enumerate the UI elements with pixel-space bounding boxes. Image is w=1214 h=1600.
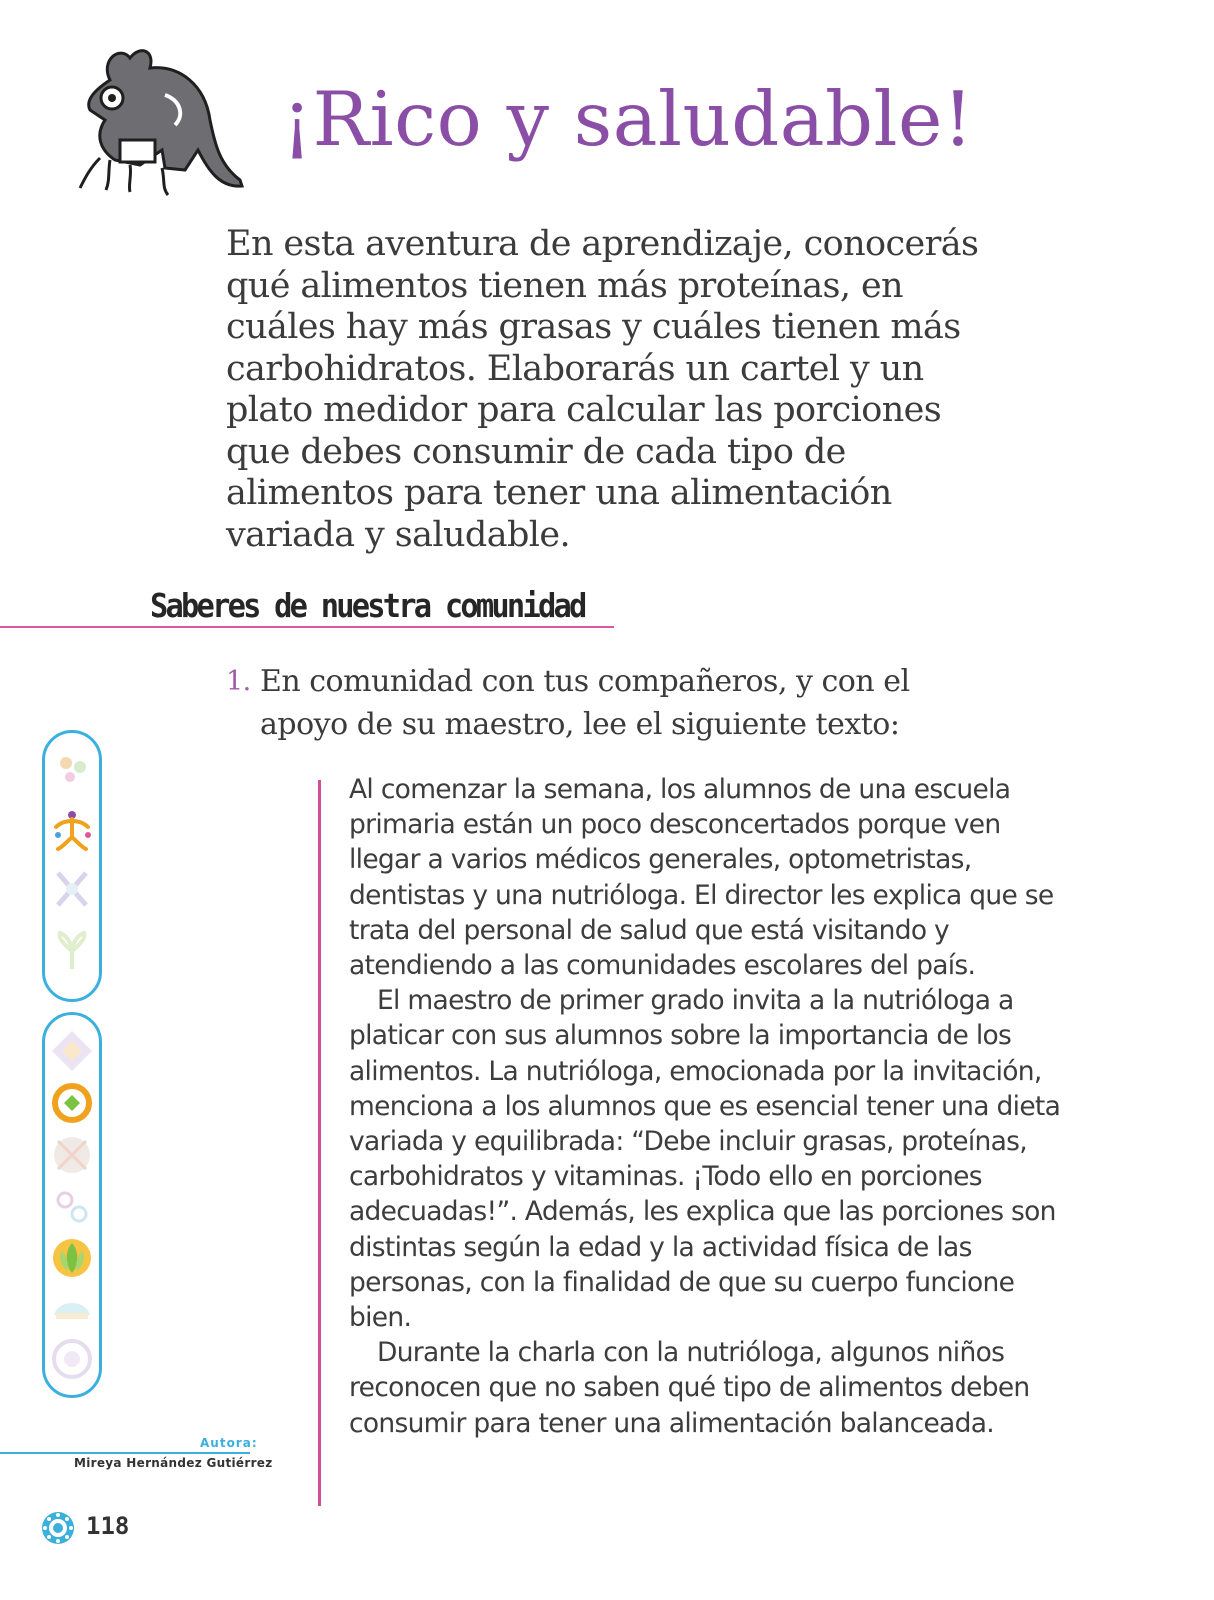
leaf-swirl-icon bbox=[52, 749, 92, 789]
reading-border bbox=[318, 780, 321, 1506]
page-title: ¡Rico y saludable! bbox=[282, 75, 974, 163]
dancing-figure-icon bbox=[48, 805, 96, 853]
page-number: 118 bbox=[86, 1512, 130, 1540]
diamond-pattern-icon bbox=[50, 1029, 94, 1073]
lotus-icon bbox=[49, 1235, 95, 1281]
spiral-ring-icon bbox=[50, 1081, 94, 1125]
reading-text bbox=[349, 772, 1069, 1441]
sun-gear-icon bbox=[40, 1510, 76, 1546]
chain-links-icon bbox=[50, 1185, 94, 1229]
mascot-animal-icon bbox=[70, 40, 250, 200]
reading-paragraph: El maestro de primer grado invita a la nutrióloga a platicar con sus alumnos sobre la importancia de los alimentos. La nutrióloga, emocionada por la invitación, menciona a los alumnos que es esencial tener una dieta variada y equilibrada: “Debe incluir grasas, proteínas, carbohidratos y vitaminas. ¡Todo ello en porciones adecuadas!”. Además, les explica que las porciones son distintas según la edad y la actividad física de las personas, con la finalidad de que su cuerpo funcione bien. bbox=[349, 985, 1061, 1334]
reading-paragraph: Al comenzar la semana, los alumnos de una escuela primaria están un poco desconcertados porque ven llegar a varios médicos generales, optometristas, dentistas y una nutrióloga. El director les explica que se trata del personal de salud que está visitando y atendiendo a las comunidades escolares del país. bbox=[349, 774, 1054, 982]
activity-text: En comunidad con tus compañeros, y con el apoyo de su maestro, lee el siguiente texto: bbox=[260, 664, 910, 742]
mandala-icon bbox=[50, 1337, 94, 1381]
intro-paragraph: En esta aventura de aprendizaje, conocerás qué alimentos tienen más proteínas, en cuáles hay más grasas y cuáles tienen más carbohidratos. Elaborarás un cartel y un plato medidor para calcular las porciones que debes consumir de cada tipo de alimentos para tener una alimentación variada y saludable. bbox=[226, 224, 979, 555]
reading-paragraph: Durante la charla con la nutrióloga, algunos niños reconocen que no saben qué tipo de alimentos deben consumir para tener una alimentación balanceada. bbox=[349, 1337, 1030, 1439]
shell-icon bbox=[50, 1289, 94, 1329]
section-heading: Saberes de nuestra comunidad bbox=[150, 586, 585, 625]
section-divider bbox=[0, 626, 614, 628]
author-name: Mireya Hernández Gutiérrez bbox=[74, 1456, 273, 1470]
crossed-figure-icon bbox=[50, 867, 94, 911]
author-label: Autora: bbox=[200, 1436, 258, 1450]
activity-number: 1. bbox=[226, 666, 251, 697]
author-divider bbox=[0, 1452, 250, 1454]
sidebar-top-panel bbox=[42, 730, 102, 1002]
sprout-icon bbox=[52, 929, 92, 973]
star-pattern-icon bbox=[50, 1133, 94, 1177]
sidebar-bottom-panel bbox=[42, 1012, 102, 1398]
activity-item bbox=[226, 660, 986, 746]
